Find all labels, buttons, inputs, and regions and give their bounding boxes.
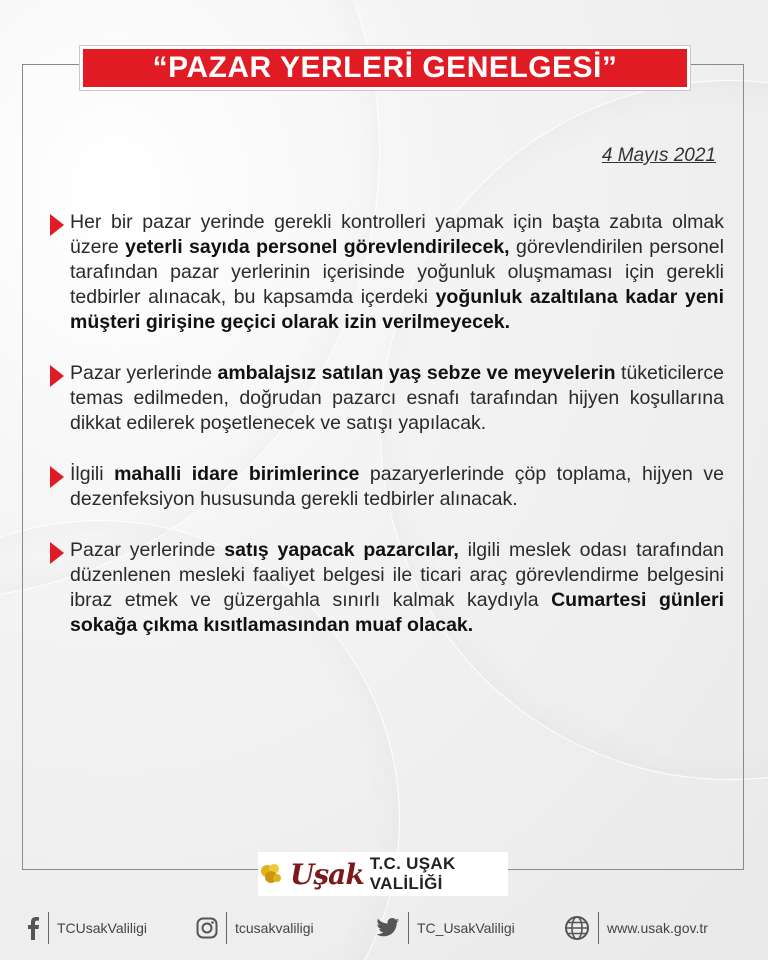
list-item bbox=[48, 462, 724, 512]
red-triangle-icon bbox=[50, 214, 64, 236]
divider bbox=[408, 912, 409, 944]
social-label: TC_UsakValiligi bbox=[417, 920, 515, 936]
bullet-list bbox=[48, 210, 724, 664]
facebook-icon bbox=[26, 916, 40, 940]
emblem-icon bbox=[258, 861, 284, 887]
list-item bbox=[48, 210, 724, 335]
social-twitter[interactable] bbox=[376, 912, 564, 944]
divider bbox=[598, 912, 599, 944]
list-item-text: Pazar yerlerinde ambalajsız satılan yaş sebze ve meyvelerin tüketicilerce temas edilmeden, doğrudan pazarcı esnafı tarafından hijyen koşullarına dikkat edilerek poşetlenecek ve satışı yapılacak. bbox=[70, 362, 724, 434]
divider bbox=[48, 912, 49, 944]
logo-text: T.C. UŞAK VALİLİĞİ bbox=[369, 854, 456, 893]
list-item bbox=[48, 361, 724, 436]
social-facebook[interactable] bbox=[26, 912, 196, 944]
social-label: tcusakvaliligi bbox=[235, 920, 314, 936]
globe-icon bbox=[564, 915, 590, 941]
list-item bbox=[48, 538, 724, 638]
social-bar bbox=[26, 908, 746, 948]
list-item-text: Pazar yerlerinde satış yapacak pazarcılar, ilgili meslek odası tarafından düzenlenen mesleki faaliyet belgesi ile ticari araç görevlendirme belgesini ibraz etmek ve güzergahla sınırlı kalmak kaydıyla Cumartesi günleri sokağa çıkma kısıtlamasından muaf olacak. bbox=[70, 539, 724, 636]
social-label: TCUsakValiligi bbox=[57, 920, 147, 936]
social-instagram[interactable] bbox=[196, 912, 376, 944]
governorship-logo bbox=[258, 852, 508, 896]
date-label: 4 Mayıs 2021 bbox=[601, 145, 716, 166]
twitter-icon bbox=[376, 918, 400, 938]
divider bbox=[226, 912, 227, 944]
red-triangle-icon bbox=[50, 466, 64, 488]
instagram-icon bbox=[196, 917, 218, 939]
list-item-text: Her bir pazar yerinde gerekli kontrolleri yapmak için başta zabıta olmak üzere yeterli sayıda personel görevlendirilecek, görevlendirilen personel tarafından pazar yerlerinin içerisinde yoğunluk oluşmaması için gerekli tedbirler alınacak, bu kapsamda içerdeki yoğunluk azaltılana kadar yeni müşteri girişine geçici olarak izin verilmeyecek. bbox=[70, 211, 724, 333]
list-item-text: İlgili mahalli idare birimlerince pazaryerlerinde çöp toplama, hijyen ve dezenfeksiyon hususunda gerekli tedbirler alınacak. bbox=[70, 463, 724, 510]
social-website[interactable] bbox=[564, 912, 708, 944]
social-label: www.usak.gov.tr bbox=[607, 920, 708, 936]
red-triangle-icon bbox=[50, 365, 64, 387]
logo-script: Uşak bbox=[290, 857, 364, 891]
page-title: “PAZAR YERLERİ GENELGESİ” bbox=[152, 51, 618, 84]
title-banner bbox=[80, 46, 690, 90]
red-triangle-icon bbox=[50, 542, 64, 564]
